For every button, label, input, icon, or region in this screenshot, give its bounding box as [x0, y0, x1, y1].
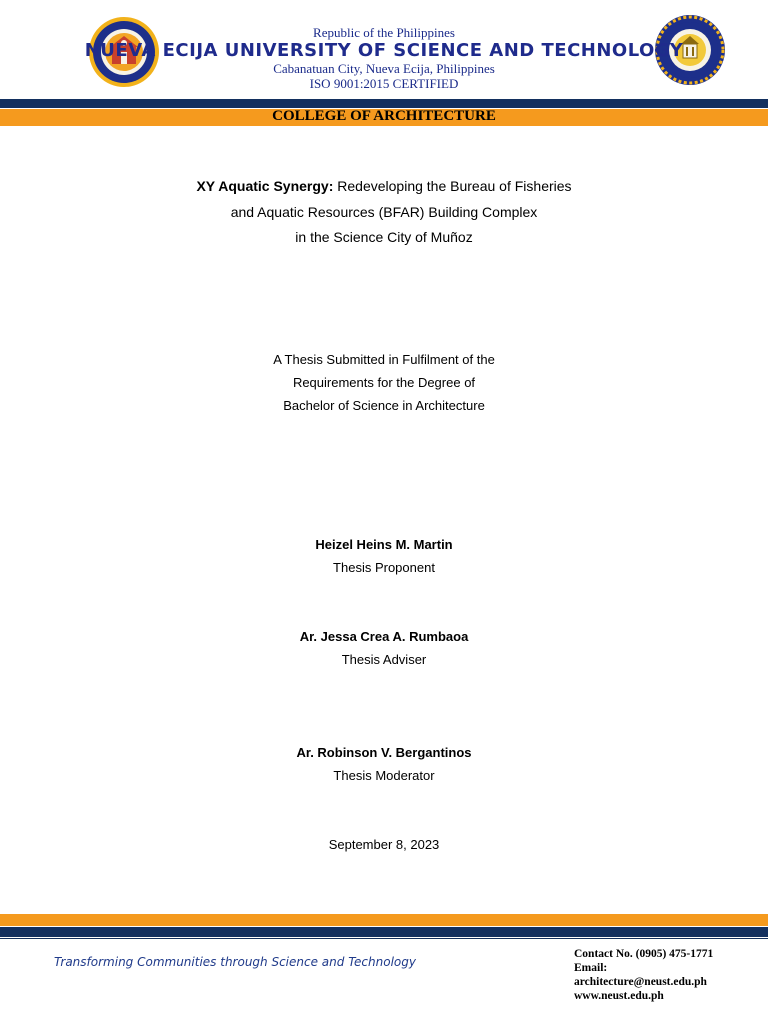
university-tagline: Transforming Communities through Science and Technology [54, 955, 416, 969]
submission-date: September 8, 2023 [328, 837, 440, 852]
university-name: NUEVA ECIJA UNIVERSITY OF SCIENCE AND TECHNOLOGY [84, 40, 684, 61]
thesis-title-line-2: and Aquatic Resources (BFAR) Building Complex [230, 204, 538, 220]
contact-number: Contact No. (0905) 475-1771 [574, 948, 714, 960]
submission-line-2: Requirements for the Degree of [292, 375, 476, 390]
college-name: COLLEGE OF ARCHITECTURE [272, 108, 496, 124]
republic-label: Republic of the Philippines [313, 25, 455, 40]
thesis-title-line-1 [0, 176, 768, 196]
footer-divider [0, 938, 768, 939]
thesis-title-line-3: in the Science City of Muñoz [295, 229, 473, 245]
submission-line-3: Bachelor of Science in Architecture [283, 398, 485, 413]
adviser-name: Ar. Jessa Crea A. Rumbaoa [299, 629, 469, 644]
footer-navy-band [0, 927, 768, 937]
thesis-title-bold: XY Aquatic Synergy: [196, 178, 334, 194]
moderator-role: Thesis Moderator [333, 768, 435, 783]
email-label: Email: [574, 962, 608, 974]
moderator-name: Ar. Robinson V. Bergantinos [296, 745, 472, 760]
proponent-name: Heizel Heins M. Martin [315, 537, 453, 552]
proponent-role: Thesis Proponent [333, 560, 435, 575]
website-address: www.neust.edu.ph [574, 990, 664, 1002]
email-address: architecture@neust.edu.ph [574, 976, 707, 988]
footer-orange-band [0, 914, 768, 926]
header-navy-band [0, 99, 768, 108]
thesis-title-rest: Redeveloping the Bureau of Fisheries [333, 178, 572, 194]
submission-line-1: A Thesis Submitted in Fulfilment of the [273, 352, 495, 367]
city-address: Cabanatuan City, Nueva Ecija, Philippines [273, 61, 495, 76]
iso-certification: ISO 9001:2015 CERTIFIED [309, 76, 459, 91]
contact-block [574, 947, 713, 1003]
adviser-role: Thesis Adviser [341, 652, 427, 667]
